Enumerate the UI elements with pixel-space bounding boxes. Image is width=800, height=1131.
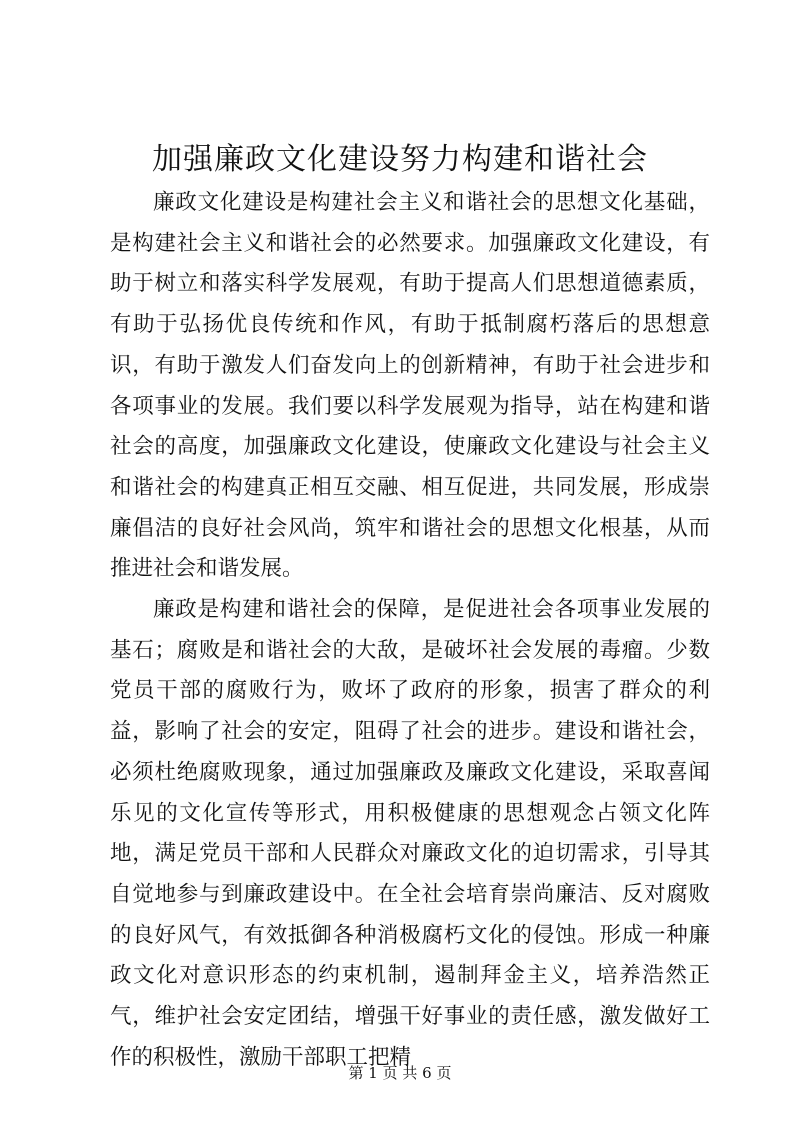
paragraph-2: 廉政是构建和谐社会的保障，是促进社会各项事业发展的基石；腐败是和谐社会的大敌，是破坏社会发展的毒瘤。少数党员干部的腐败行为，败坏了政府的形象，损害了群众的利益，影响了社会的安定，阻碍了社会的进步。建设和谐社会，必须杜绝腐败现象，通过加强廉政及廉政文化建设，采取喜闻乐见的文化宣传等形式，用积极健康的思想观念占领文化阵地，满足党员干部和人民群众对廉政文化的迫切需求，引导其自觉地参与到廉政建设中。在全社会培育崇尚廉洁、反对腐败的良好风气，有效抵御各种消极腐朽文化的侵蚀。形成一种廉政文化对意识形态的约束机制，遏制拜金主义，培养浩然正气，维护社会安定团结，增强干好事业的责任感，激发做好工作的积极性，激励干部职工把精 <box>110 597 710 1070</box>
document-title: 加强廉政文化建设努力构建和谐社会 <box>152 142 648 177</box>
document-body <box>110 183 710 1078</box>
page-indicator: 第 1 页 共 6 页 <box>348 1064 452 1082</box>
paragraph-1: 廉政文化建设是构建社会主义和谐社会的思想文化基础，是构建社会主义和谐社会的必然要求。加强廉政文化建设，有助于树立和落实科学发展观，有助于提高人们思想道德素质，有助于弘扬优良传统和作风，有助于抵制腐朽落后的思想意识，有助于激发人们奋发向上的创新精神，有助于社会进步和各项事业的发展。我们要以科学发展观为指导，站在构建和谐社会的高度，加强廉政文化建设，使廉政文化建设与社会主义和谐社会的构建真正相互交融、相互促进，共同发展，形成崇廉倡洁的良好社会风尚，筑牢和谐社会的思想文化根基，从而推进社会和谐发展。 <box>110 190 710 582</box>
